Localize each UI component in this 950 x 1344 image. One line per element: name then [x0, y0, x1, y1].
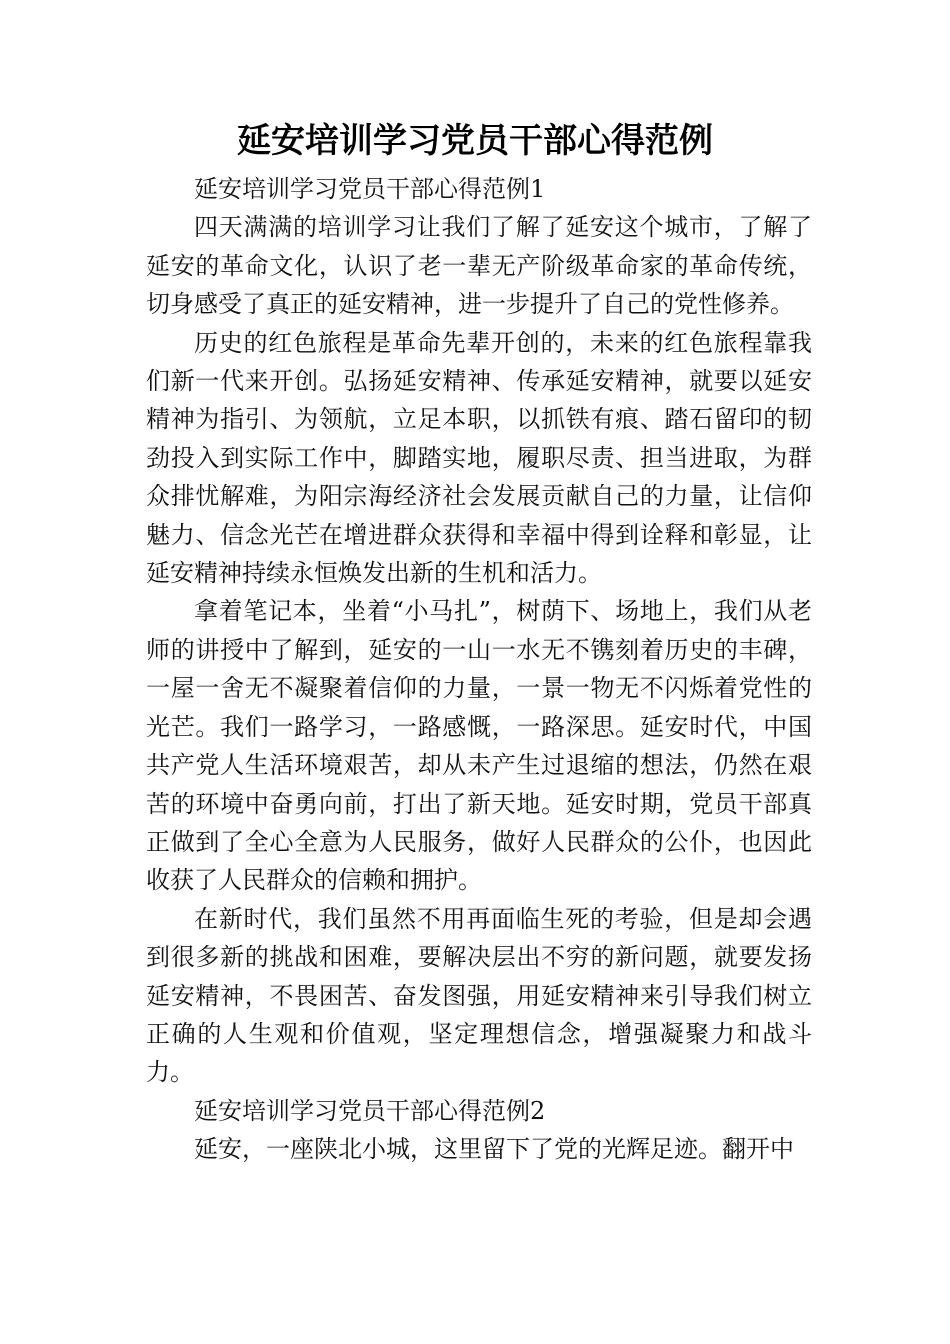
- paragraph: 历史的红色旅程是革命先辈开创的，未来的红色旅程靠我们新一代来开创。弘扬延安精神、传承延安精神，就要以延安精神为指引、为领航，立足本职，以抓铁有痕、踏石留印的韧劲投入到实际工作中，脚踏实地，履职尽责、担当进取，为群众排忧解难，为阳宗海经济社会发展贡献自己的力量，让信仰魅力、信念光芒在增进群众获得和幸福中得到诠释和彰显，让延安精神持续永恒焕发出新的生机和活力。: [146, 328, 812, 588]
- paragraph: 延安，一座陕北小城，这里留下了党的光辉足迹。翻开中: [194, 1135, 794, 1164]
- document-title: 延安培训学习党员干部心得范例: [237, 121, 713, 161]
- paragraph: 拿着笔记本，坐着“小马扎”，树荫下、场地上，我们从老师的讲授中了解到，延安的一山一水无不镌刻着历史的丰碑，一屋一舍无不凝聚着信仰的力量，一景一物无不闪烁着党性的光芒。我们一路学习，一路感慨，一路深思。延安时代，中国共产党人生活环境艰苦，却从未产生过退缩的想法，仍然在艰苦的环境中奋勇向前，打出了新天地。延安时期，党员干部真正做到了全心全意为人民服务，做好人民群众的公仆，也因此收获了人民群众的信赖和拥护。: [146, 597, 812, 895]
- section-heading-2: 延安培训学习党员干部心得范例2: [194, 1096, 546, 1125]
- section-heading-1: 延安培训学习党员干部心得范例1: [194, 175, 546, 203]
- paragraph: 四天满满的培训学习让我们了解了延安这个城市，了解了延安的革命文化，认识了老一辈无产阶级革命家的革命传统，切身感受了真正的延安精神，进一步提升了自己的党性修养。: [146, 213, 812, 319]
- paragraph: 在新时代，我们虽然不用再面临生死的考验，但是却会遇到很多新的挑战和困难，要解决层出不穷的新问题，就要发扬延安精神，不畏困苦、奋发图强，用延安精神来引导我们树立正确的人生观和价值观，坚定理想信念，增强凝聚力和战斗力。: [146, 904, 812, 1087]
- document-body: [146, 170, 812, 1169]
